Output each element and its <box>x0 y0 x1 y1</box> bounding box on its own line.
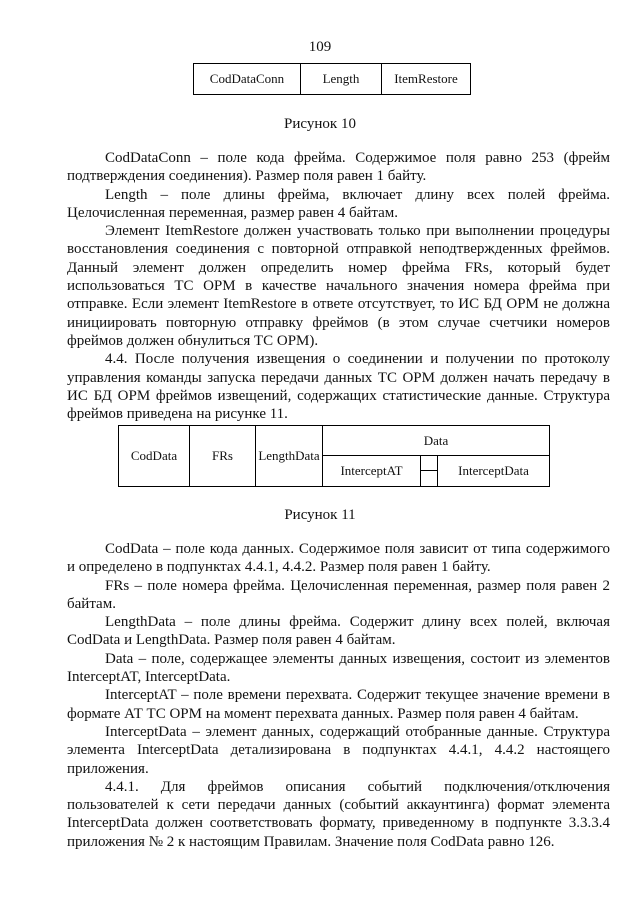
figure-11-frame-table <box>118 425 550 487</box>
page-number: 109 <box>308 39 332 55</box>
cell-interceptdata: InterceptData <box>438 456 550 487</box>
figure-11-caption: Рисунок 11 <box>284 507 356 523</box>
text-block-1 <box>67 149 610 423</box>
text-block-2 <box>67 540 610 851</box>
cell-itemrestore: ItemRestore <box>382 64 471 95</box>
paragraph: 4.4.1. Для фреймов описания событий подключения/отключения пользователей к сети передачи данных (событий аккаунтинга) формат элемента InterceptData должен соответствовать формату, приведенному в подпункте 3.3.3.4 приложения № 2 к настоящим Правилам. Значение поля CodData равно 126. <box>67 778 610 850</box>
paragraph: CodDataConn – поле кода фрейма. Содержимое поля равно 253 (фрейм подтверждения соединения). Размер поля равен 1 байту. <box>67 150 610 185</box>
paragraph: Length – поле длины фрейма, включает длину всех полей фрейма. Целочисленная переменная, размер равен 4 байтам. <box>67 186 610 221</box>
cell-coddataconn: CodDataConn <box>194 64 301 95</box>
cell-frs: FRs <box>190 426 256 487</box>
paragraph: Элемент ItemRestore должен участвовать только при выполнении процедуры восстановления соединения с повторной отправкой неподтвержденных фреймов. Данный элемент должен определить номер фрейма FRs, который будет использоваться ТС ОРМ в качестве начального значения номера фрейма при отправке. Если элемент ItemRestore в ответе отсутствует, то ИС БД ОРМ не должна инициировать повторную отправку фреймов (в этом случае счетчики номеров фреймов должен обнулиться ТС ОРМ). <box>67 223 610 349</box>
cell-coddata: CodData <box>119 426 190 487</box>
cell-data: Data <box>323 426 550 456</box>
cell-interceptat: InterceptAT <box>323 456 421 487</box>
paragraph: CodData – поле кода данных. Содержимое поля зависит от типа содержимого и определено в подпунктах 4.4.1, 4.4.2. Размер поля равен 1 байту. <box>67 541 610 576</box>
paragraph: FRs – поле номера фрейма. Целочисленная переменная, размер поля равен 2 байтам. <box>67 577 610 612</box>
paragraph: 4.4. После получения извещения о соединении и получении по протоколу управления команды запуска передачи данных ТС ОРМ должен начать передачу в ИС БД ОРМ фреймов извещений, содержащих статистические данные. Структура фреймов приведена на рисунке 11. <box>67 351 610 423</box>
cell-lengthdata: LengthData <box>256 426 323 487</box>
cell-length: Length <box>301 64 382 95</box>
paragraph: Data – поле, содержащее элементы данных извещения, состоит из элементов InterceptAT, InterceptData. <box>67 650 610 686</box>
paragraph: InterceptData – элемент данных, содержащий отобранные данные. Структура элемента InterceptData детализирована в подпунктах 4.4.1, 4.4.2 настоящего приложения. <box>67 723 610 777</box>
cell-separator <box>421 456 438 487</box>
figure-10-caption: Рисунок 10 <box>284 116 356 132</box>
separator-line <box>421 470 437 471</box>
paragraph: LengthData – поле длины фрейма. Содержит длину всех полей, включая CodData и LengthData. Размер поля равен 4 байтам. <box>67 614 610 649</box>
figure-10-frame-table <box>193 63 471 95</box>
paragraph: InterceptAT – поле времени перехвата. Содержит текущее значение времени в формате АТ ТС ОРМ на момент перехвата данных. Размер поля равен 4 байтам. <box>67 687 610 722</box>
